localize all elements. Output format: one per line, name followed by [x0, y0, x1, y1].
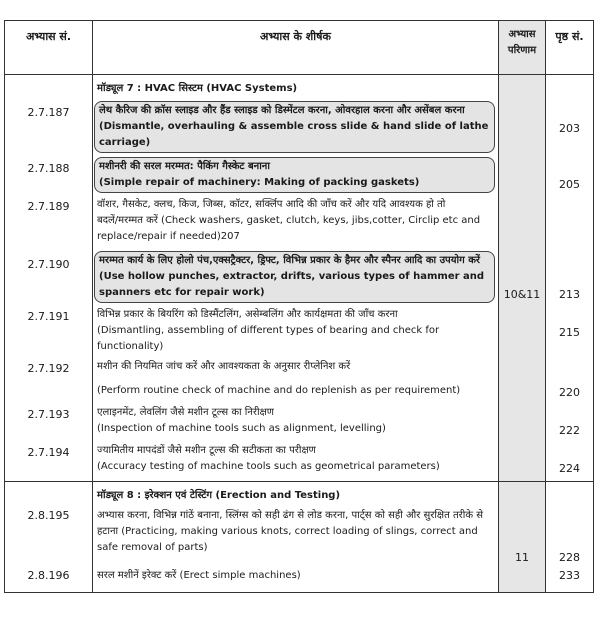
table-row — [5, 504, 594, 566]
table-row — [5, 405, 594, 443]
header-exercise-title: अभ्यास के शीर्षक — [93, 21, 499, 75]
exercise-no: 2.7.189 — [5, 197, 93, 251]
exercise-title-hi: अभ्यास करना, विभिन्न गांठें बनाना, स्लिंग्स को सही ढंग से लोड करना, पार्ट्स को सही और सुरक्षित तरीके से हटाना — [97, 510, 483, 537]
exercise-title-hi: मरम्मत कार्य के लिए होलो पंच,एक्सट्रैक्टर, ड्रिफ्ट, विभिन्न प्रकार के हैमर और स्पैनर आदि का उपयोग करें — [99, 255, 480, 266]
exercise-title-en: (Inspection of machine tools such as alignment, levelling) — [97, 423, 386, 434]
exercise-no: 2.7.188 — [5, 157, 93, 197]
table-row — [5, 157, 594, 197]
page-no: 205 — [546, 157, 594, 197]
exercise-no: 2.7.194 — [5, 443, 93, 482]
exercise-title-en: (Use hollow punches, extractor, drifts, various types of hammer and spanners etc for repair work) — [99, 271, 485, 298]
learning-outcome: 11 — [499, 504, 546, 566]
highlighted-title — [94, 157, 495, 193]
exercise-title-en: बदलें/मरम्मत करें (Check washers, gasket, clutch, keys, jibs,cotter, Circlip etc and replace/repair if needed)207 — [97, 215, 481, 242]
exercise-title-en: (Erect simple machines) — [179, 570, 301, 581]
exercise-title-hi: विभिन्न प्रकार के बियरिंग को डिस्मैंटलिंग, असेम्बलिंग और कार्यक्षमता की जाँच करना — [97, 309, 398, 320]
learning-outcome: 10&11 — [499, 251, 546, 307]
exercise-no: 2.7.192 — [5, 359, 93, 405]
exercise-title-hi: लेथ कैरिज की क्रॉस स्लाइड और हैंड स्लाइड को डिस्मेंटल करना, ओवरहाल करना और असेंबल करना — [99, 105, 465, 116]
exercise-no: 2.8.195 — [5, 504, 93, 566]
page-no: 220 — [546, 359, 594, 405]
exercise-title-en: (Dismantle, overhauling & assemble cross slide & hand slide of lathe carriage) — [99, 121, 489, 148]
exercise-title-en: (Dismantling, assembling of different types of bearing and check for functionality) — [97, 325, 440, 352]
header-page-no: पृष्ठ सं. — [546, 21, 594, 75]
exercise-no: 2.7.191 — [5, 307, 93, 359]
header-learning-outcome: अभ्यास परिणाम — [499, 21, 546, 75]
highlighted-title — [94, 101, 495, 153]
contents-table — [4, 20, 594, 593]
page-no: 224 — [546, 443, 594, 482]
page-no: 233 — [546, 566, 594, 593]
page-no: 222 — [546, 405, 594, 443]
page-no: 203 — [546, 99, 594, 157]
table-row — [5, 359, 594, 405]
page-no: 215 — [546, 307, 594, 359]
table-row — [5, 197, 594, 251]
exercise-title-en: (Practicing, making various knots, correct loading of slings, correct and safe removal of parts) — [97, 526, 478, 553]
exercise-title-hi: मशीन की नियमित जांच करें और आवश्यकता के अनुसार रीप्लेनिश करें — [97, 361, 351, 372]
page-no — [546, 197, 594, 251]
exercise-no: 2.8.196 — [5, 566, 93, 593]
table-row — [5, 307, 594, 359]
exercise-no: 2.7.187 — [5, 99, 93, 157]
module-title: मॉड्यूल 7 : HVAC सिस्टम (HVAC Systems) — [97, 83, 298, 94]
table-row — [5, 566, 594, 593]
table-row — [5, 251, 594, 307]
exercise-title-en: (Perform routine check of machine and do replenish as per requirement) — [97, 385, 461, 396]
exercise-title-hi: सरल मशीनें इरेक्ट करें — [97, 570, 177, 581]
exercise-title-en: (Simple repair of machinery: Making of packing gaskets) — [99, 177, 420, 188]
exercise-title-en: (Accuracy testing of machine tools such as geometrical parameters) — [97, 461, 440, 472]
table-header-row — [5, 21, 594, 75]
page-no: 213 — [546, 251, 594, 307]
module-title: मॉड्यूल 8 : इरेक्शन एवं टेस्टिंग (Erection and Testing) — [97, 490, 341, 501]
page-no: 228 — [546, 504, 594, 566]
exercise-title-hi: वॉशर, गैसकेट, क्लच, किज, जिब्स, कॉटर, सर्क्लिप आदि की जाँच करें और यदि आवश्यक हो तो — [97, 199, 446, 210]
exercise-title-hi: ज्यामितीय मापदंडों जैसे मशीन टूल्स की सटीकता का परीक्षण — [97, 445, 316, 456]
header-exercise-no: अभ्यास सं. — [5, 21, 93, 75]
exercise-no: 2.7.193 — [5, 405, 93, 443]
exercise-no: 2.7.190 — [5, 251, 93, 307]
highlighted-title — [94, 251, 495, 303]
table-row — [5, 99, 594, 157]
exercise-title-hi: मशीनरी की सरल मरम्मत: पैकिंग गैस्केट बनाना — [99, 161, 270, 172]
module-title-row — [5, 482, 594, 505]
module-title-row — [5, 75, 594, 100]
exercise-title-hi: एलाइनमेंट, लेवलिंग जैसे मशीन टूल्स का निरीक्षण — [97, 407, 274, 418]
table-row — [5, 443, 594, 482]
